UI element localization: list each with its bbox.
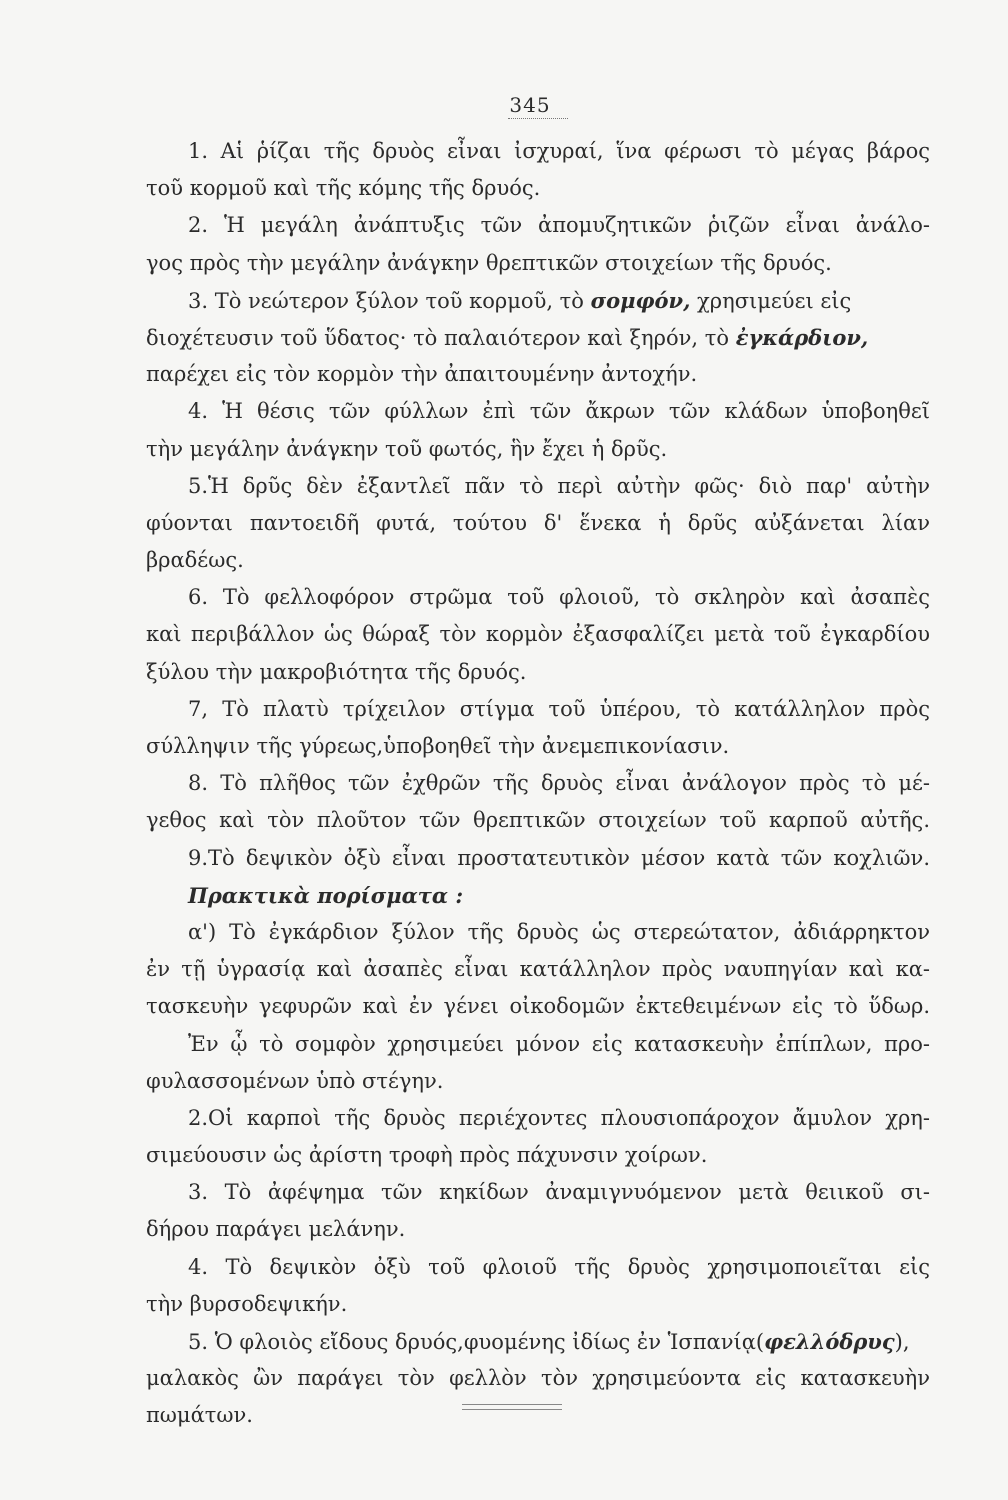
text-line: μαλακὸς ὢν παράγει τὸν φελλὸν τὸν χρησιμεύοντα εἰς κατασκευὴν [146,1366,930,1391]
text-line: 1. Αἱ ῥίζαι τῆς δρυὸς εἶναι ἰσχυραί, ἵνα φέρωσι τὸ μέγας βάρος [188,139,930,163]
text-line [146,319,930,356]
bottom-rule [462,1409,562,1410]
body-text [146,133,930,1435]
text-line: τασκευὴν γεφυρῶν καὶ ἐν γένει οἰκοδομῶν ἐκτεθειμένων εἰς τὸ ὕδωρ. [146,994,930,1019]
text-line: παρέχει εἰς τὸν κορμὸν τὴν ἀπαιτουμένην ἀντοχήν. [146,362,698,387]
text-line: α') Τὸ ἐγκάρδιον ξύλον τῆς δρυὸς ὡς στερεώτατον, ἀδιάρρηκτον [188,919,930,944]
text-segment: 5. Ὁ φλοιὸς εἴδους δρυός,φυομένης ἰδίως ἐν Ἱσπανίᾳ( [188,1330,765,1354]
text-segment: χρησιμεύει εἰς [690,288,852,313]
page-number: 345 [509,93,551,117]
text-line: καὶ περιβάλλον ὡς θώραξ τὸν κορμὸν ἐξασφαλίζει μετὰ τοῦ ἐγκαρδίου [146,622,930,647]
text-segment: ), [894,1330,910,1354]
text-line: σιμεύουσιν ὡς ἀρίστη τροφὴ πρὸς πάχυνσιν χοίρων. [146,1143,708,1168]
text-line: 2. Ἡ μεγάλη ἀνάπτυξις τῶν ἀπομυζητικῶν ῥιζῶν εἶναι ἀνάλο- [188,213,930,238]
text-line: φυλασσομένων ὑπὸ στέγην. [146,1068,444,1093]
text-line: γος πρὸς τὴν μεγάλην ἀνάγκην θρεπτικῶν στοιχείων τῆς δρυός. [146,250,832,275]
text-line: 8. Τὸ πλῆθος τῶν ἐχθρῶν τῆς δρυὸς εἶναι ἀνάλογον πρὸς τὸ μέ- [188,771,930,796]
text-line: βραδέως. [146,548,244,573]
text-line [146,282,930,319]
term-fellodrys: φελλόδρυς [764,1329,895,1354]
term-somfon: σομφόν, [590,287,691,313]
text-line: φύονται παντοειδῆ φυτά, τούτου δ' ἕνεκα ἡ δρῦς αὐξάνεται λίαν [146,510,930,535]
text-segment: 3. Τὸ νεώτερον ξύλον τοῦ κορμοῦ, τὸ [188,288,591,313]
text-line: σύλληψιν τῆς γύρεως,ὑποβοηθεῖ τὴν ἀνεμεπικονίασιν. [146,734,730,758]
text-line: 6. Τὸ φελλοφόρον στρῶμα τοῦ φλοιοῦ, τὸ σκληρὸν καὶ ἀσαπὲς [188,585,930,610]
bottom-rule [462,1404,562,1405]
text-line: δήρου παράγει μελάνην. [146,1217,406,1242]
text-line: 9.Τὸ δεψικὸν ὀξὺ εἶναι προστατευτικὸν μέσον κατὰ τῶν κοχλιῶν. [188,845,930,870]
text-line [146,1323,930,1360]
text-line: τὴν βυρσοδεψικήν. [146,1291,348,1316]
text-line: Ἐν ᾧ τὸ σομφὸν χρησιμεύει μόνον εἰς κατασκευὴν ἐπίπλων, προ- [188,1031,930,1056]
text-line: τοῦ κορμοῦ καὶ τῆς κόμης τῆς δρυός. [146,176,541,201]
text-line: πωμάτων. [146,1403,253,1428]
text-line: γεθος καὶ τὸν πλοῦτον τῶν θρεπτικῶν στοιχείων τοῦ καρποῦ αὐτῆς. [146,808,930,833]
text-line: 4. Τὸ δεψικὸν ὀξὺ τοῦ φλοιοῦ τῆς δρυὸς χρησιμοποιεῖται εἰς [188,1254,930,1279]
text-segment: διοχέτευσιν τοῦ ὕδατος· τὸ παλαιότερον καὶ ξηρόν, τὸ [146,325,736,350]
text-line: 3. Τὸ ἀφέψημα τῶν κηκίδων ἀναμιγνυόμενον μετὰ θειικοῦ σι- [188,1180,930,1205]
text-line: 2.Οἱ καρποὶ τῆς δρυὸς περιέχοντες πλουσιοπάροχον ἄμυλον χρη- [188,1105,930,1130]
page-number-rule [508,118,568,119]
text-line: τὴν μεγάλην ἀνάγκην τοῦ φωτός, ἣν ἔχει ἡ δρῦς. [146,436,668,461]
text-line: 7, Τὸ πλατὺ τρίχειλον στίγμα τοῦ ὑπέρου, τὸ κατάλληλον πρὸς [188,696,930,721]
section-heading: Πρακτικὰ πορίσματα : [188,882,464,908]
text-line: ἐν τῇ ὑγρασίᾳ καὶ ἀσαπὲς εἶναι κατάλληλον πρὸς ναυπηγίαν καὶ κα- [146,957,930,982]
text-line: 5.Ἡ δρῦς δὲν ἐξαντλεῖ πᾶν τὸ περὶ αὐτὴν φῶς· διὸ παρ' αὐτὴν [188,473,930,498]
text-line: ξύλου τὴν μακροβιότητα τῆς δρυός. [146,659,527,684]
text-line: 4. Ἡ θέσις τῶν φύλλων ἐπὶ τῶν ἄκρων τῶν κλάδων ὑποβοηθεῖ [188,399,930,424]
term-enkardion: ἐγκάρδιον, [735,324,869,350]
